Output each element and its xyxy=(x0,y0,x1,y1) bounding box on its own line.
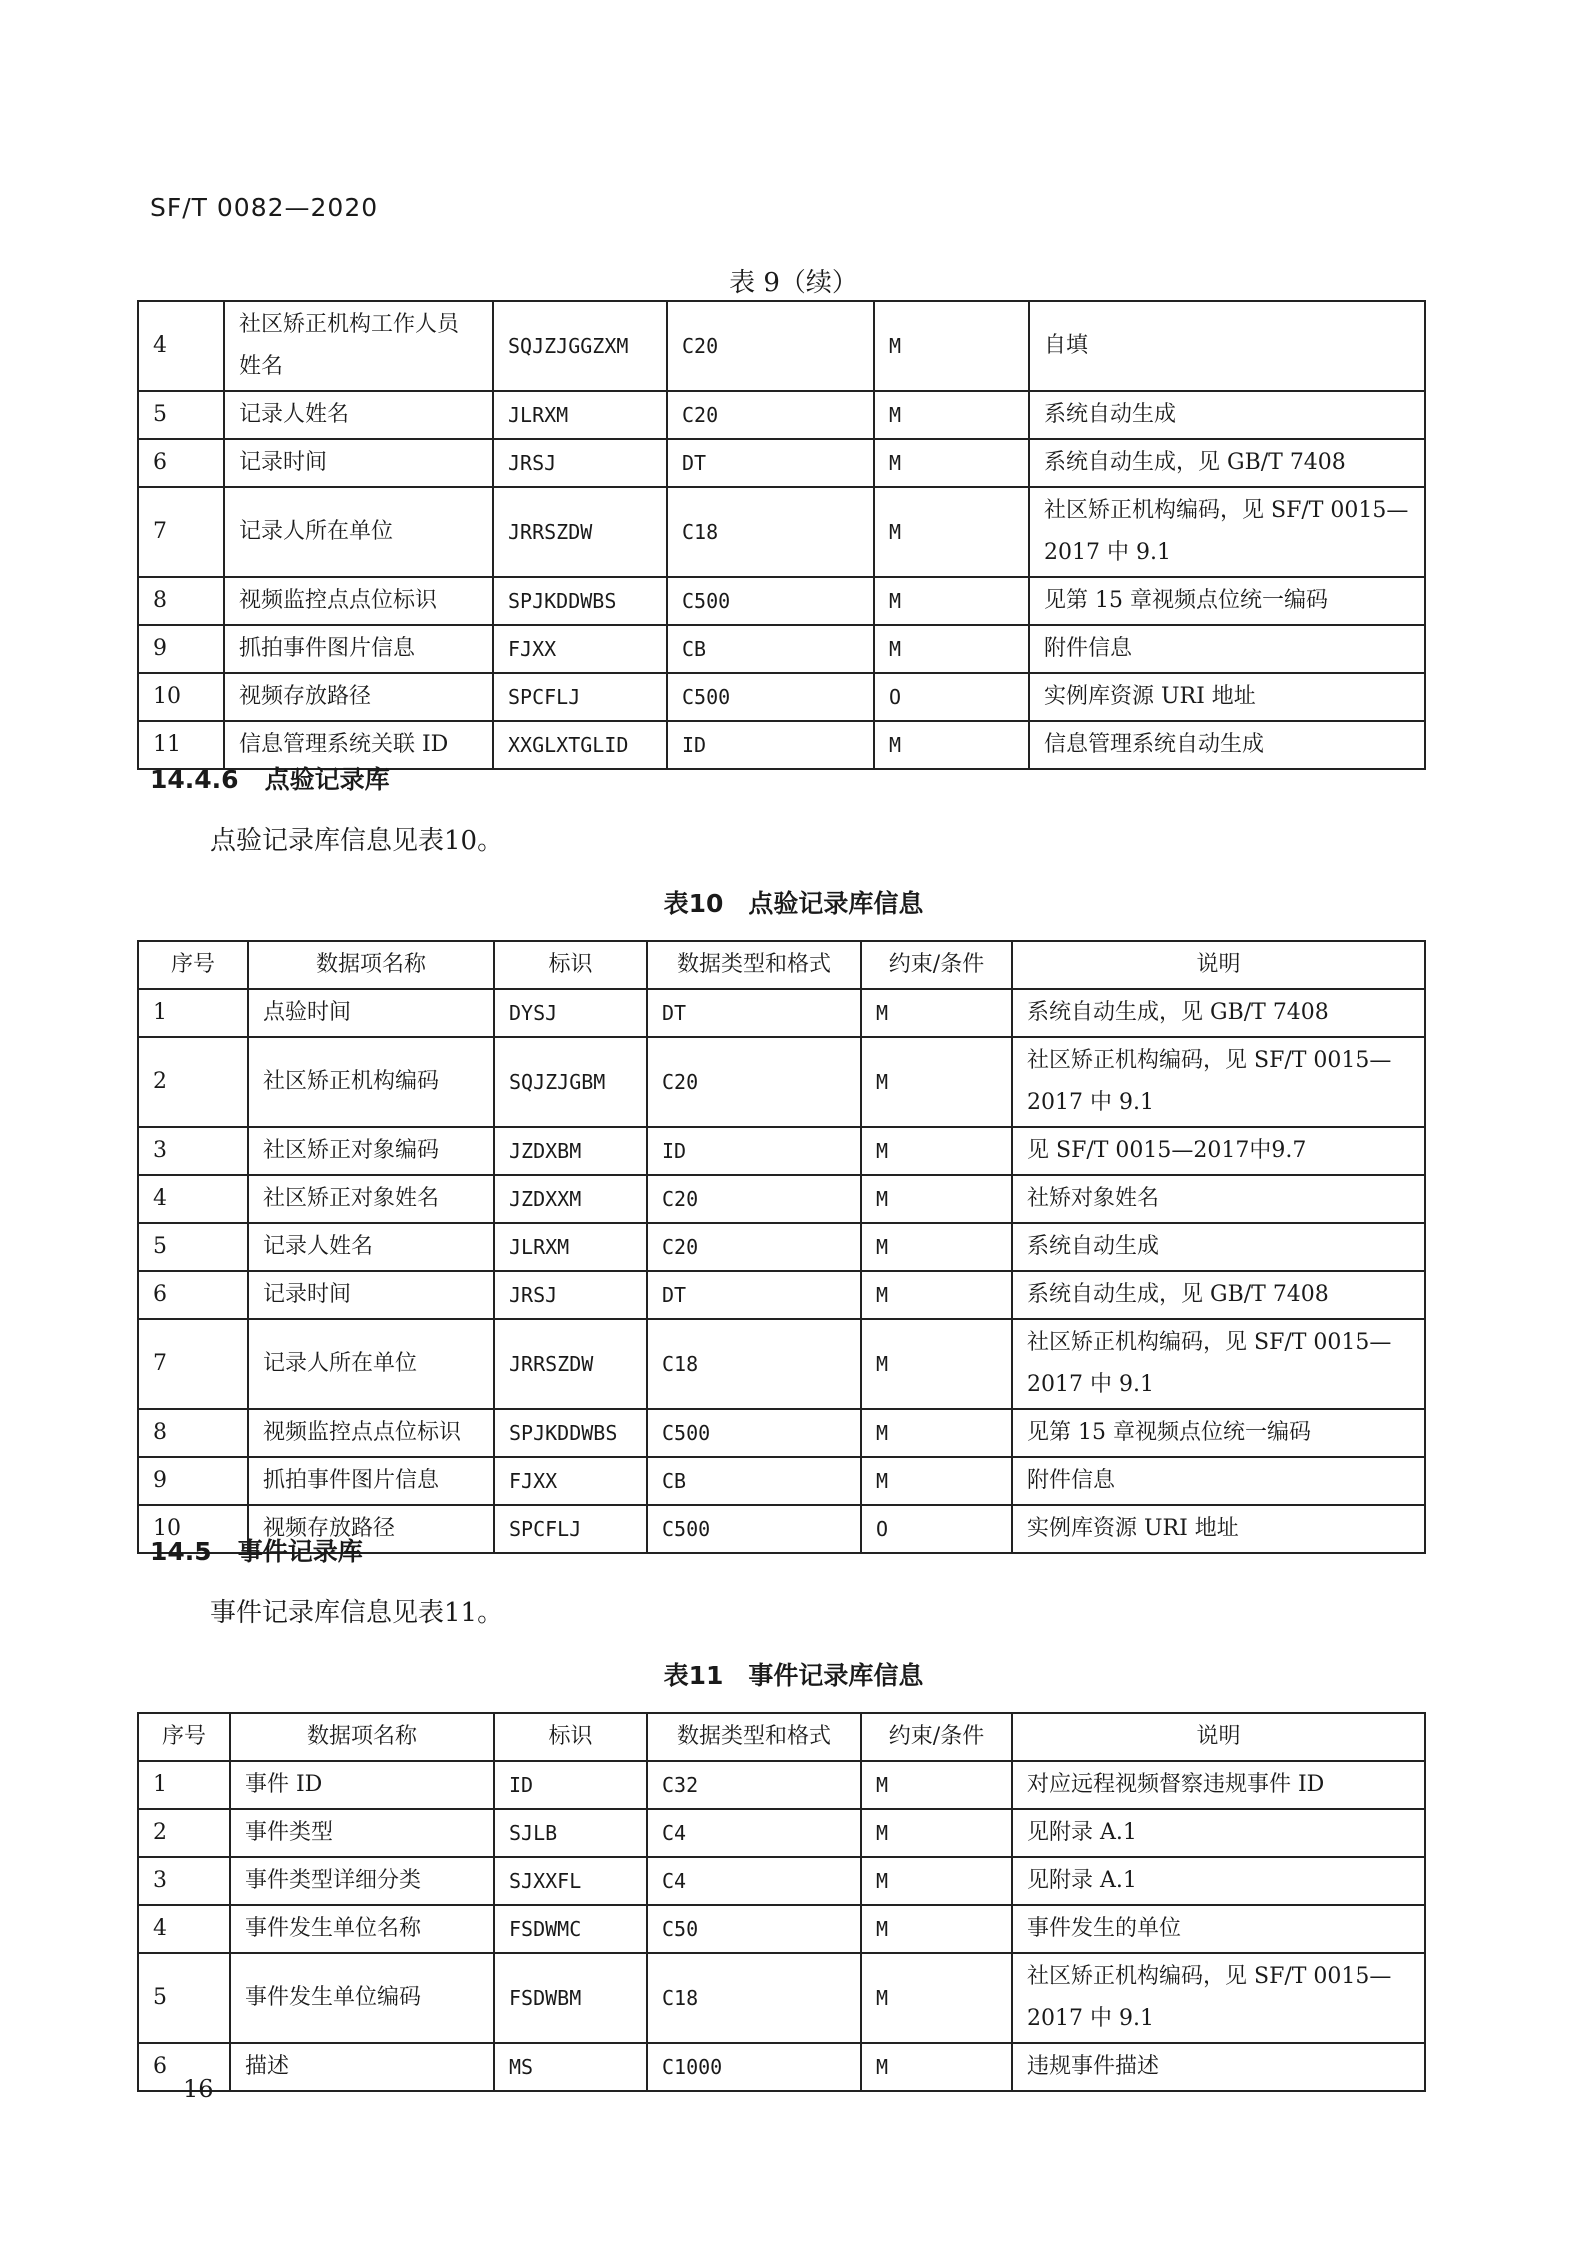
table-cell: C18 xyxy=(667,487,874,577)
table10 xyxy=(137,940,1426,1554)
table-cell: JZDXBM xyxy=(494,1127,647,1175)
column-header: 数据项名称 xyxy=(248,941,494,989)
column-header: 约束/条件 xyxy=(861,941,1012,989)
table-cell: M xyxy=(861,1175,1012,1223)
table-cell: M xyxy=(861,1319,1012,1409)
table-cell: 描述 xyxy=(230,2043,494,2091)
table-row xyxy=(138,1457,1425,1505)
table-cell: 对应远程视频督察违规事件 ID xyxy=(1012,1761,1425,1809)
table-cell: O xyxy=(861,1505,1012,1553)
table-cell: 社区矫正机构工作人员姓名 xyxy=(224,301,493,391)
column-header: 说明 xyxy=(1012,941,1425,989)
table-cell: 9 xyxy=(138,1457,248,1505)
table-cell: C18 xyxy=(647,1953,861,2043)
table-cell: M xyxy=(861,1761,1012,1809)
table-cell: SJXXFL xyxy=(494,1857,647,1905)
table-cell: 7 xyxy=(138,1319,248,1409)
table9-continued xyxy=(137,300,1426,770)
table-cell: 3 xyxy=(138,1127,248,1175)
table-cell: XXGLXTGLID xyxy=(493,721,667,769)
table-cell: SPCFLJ xyxy=(493,673,667,721)
table-cell: 点验时间 xyxy=(248,989,494,1037)
section-number: 14.5 xyxy=(150,1537,212,1566)
column-header: 序号 xyxy=(138,1713,230,1761)
table-cell: M xyxy=(861,1037,1012,1127)
table-cell: SQJZJGGZXM xyxy=(493,301,667,391)
table-cell: 8 xyxy=(138,1409,248,1457)
table10-caption: 表10 点验记录库信息 xyxy=(663,889,924,918)
table-cell: 视频存放路径 xyxy=(224,673,493,721)
table-cell: DT xyxy=(647,989,861,1037)
section-14-4-6-paragraph: 点验记录库信息见表10。 xyxy=(210,826,504,856)
table-cell: 1 xyxy=(138,989,248,1037)
column-header: 数据项名称 xyxy=(230,1713,494,1761)
table-row xyxy=(138,1175,1425,1223)
table-cell: M xyxy=(861,1857,1012,1905)
table-cell: 附件信息 xyxy=(1012,1457,1425,1505)
table-cell: 信息管理系统自动生成 xyxy=(1029,721,1425,769)
table-row xyxy=(138,1127,1425,1175)
table-cell: C500 xyxy=(667,577,874,625)
section-title: 点验记录库 xyxy=(264,765,390,794)
table-header-row xyxy=(138,1713,1425,1761)
table-cell: ID xyxy=(647,1127,861,1175)
table-cell: SPJKDDWBS xyxy=(494,1409,647,1457)
table-cell: 10 xyxy=(138,1505,248,1553)
table-cell: 记录时间 xyxy=(248,1271,494,1319)
table-cell: M xyxy=(874,721,1029,769)
table-cell: 社区矫正对象姓名 xyxy=(248,1175,494,1223)
table-cell: 10 xyxy=(138,673,224,721)
table-cell: 社区矫正机构编码，见 SF/T 0015—2017 中 9.1 xyxy=(1012,1953,1425,2043)
column-header: 数据类型和格式 xyxy=(647,941,861,989)
table-cell: 系统自动生成，见 GB/T 7408 xyxy=(1012,1271,1425,1319)
table-row xyxy=(138,1905,1425,1953)
table-row xyxy=(138,625,1425,673)
table-cell: 见附录 A.1 xyxy=(1012,1857,1425,1905)
table-cell: 违规事件描述 xyxy=(1012,2043,1425,2091)
table-cell: 事件类型 xyxy=(230,1809,494,1857)
table-cell: 记录人所在单位 xyxy=(224,487,493,577)
table-cell: FJXX xyxy=(493,625,667,673)
table-row xyxy=(138,1761,1425,1809)
table-row xyxy=(138,673,1425,721)
table-cell: 记录人姓名 xyxy=(248,1223,494,1271)
table-cell: C18 xyxy=(647,1319,861,1409)
table-cell: 事件发生单位名称 xyxy=(230,1905,494,1953)
table-row xyxy=(138,1319,1425,1409)
table-cell: 视频存放路径 xyxy=(248,1505,494,1553)
table-cell: 视频监控点点位标识 xyxy=(248,1409,494,1457)
table-cell: 记录人所在单位 xyxy=(248,1319,494,1409)
table-cell: M xyxy=(874,487,1029,577)
table-row xyxy=(138,1037,1425,1127)
table-row xyxy=(138,989,1425,1037)
table-cell: 抓拍事件图片信息 xyxy=(248,1457,494,1505)
table-cell: M xyxy=(861,1271,1012,1319)
table-cell: JLRXM xyxy=(494,1223,647,1271)
table-cell: M xyxy=(861,1223,1012,1271)
table-cell: M xyxy=(861,1905,1012,1953)
table-row xyxy=(138,577,1425,625)
table-cell: 事件类型详细分类 xyxy=(230,1857,494,1905)
table-cell: 6 xyxy=(138,1271,248,1319)
table-cell: M xyxy=(874,577,1029,625)
table-row xyxy=(138,1223,1425,1271)
table-cell: JRSJ xyxy=(493,439,667,487)
table-cell: DYSJ xyxy=(494,989,647,1037)
table-cell: M xyxy=(861,1953,1012,2043)
table-cell: 见第 15 章视频点位统一编码 xyxy=(1029,577,1425,625)
table-cell: 见第 15 章视频点位统一编码 xyxy=(1012,1409,1425,1457)
table-cell: M xyxy=(874,625,1029,673)
table9-caption: 表 9（续） xyxy=(729,268,858,298)
table-cell: 1 xyxy=(138,1761,230,1809)
table-cell: JRSJ xyxy=(494,1271,647,1319)
table-row xyxy=(138,439,1425,487)
table-cell: 自填 xyxy=(1029,301,1425,391)
table-cell: DT xyxy=(667,439,874,487)
section-number: 14.4.6 xyxy=(150,765,239,794)
table-cell: C1000 xyxy=(647,2043,861,2091)
table-cell: FSDWBM xyxy=(494,1953,647,2043)
table-row xyxy=(138,391,1425,439)
table-cell: M xyxy=(861,989,1012,1037)
table-cell: 4 xyxy=(138,301,224,391)
table-cell: 5 xyxy=(138,391,224,439)
table-cell: C20 xyxy=(647,1175,861,1223)
table-row xyxy=(138,487,1425,577)
table-cell: C500 xyxy=(647,1505,861,1553)
column-header: 标识 xyxy=(494,1713,647,1761)
table-cell: 系统自动生成 xyxy=(1029,391,1425,439)
table-cell: 11 xyxy=(138,721,224,769)
table-cell: SPCFLJ xyxy=(494,1505,647,1553)
standard-code: SF/T 0082—2020 xyxy=(150,193,379,222)
table-cell: 系统自动生成，见 GB/T 7408 xyxy=(1029,439,1425,487)
table-cell: 5 xyxy=(138,1223,248,1271)
table-cell: JRRSZDW xyxy=(493,487,667,577)
table-cell: 视频监控点点位标识 xyxy=(224,577,493,625)
table-cell: 3 xyxy=(138,1857,230,1905)
table-cell: M xyxy=(874,439,1029,487)
table-cell: C32 xyxy=(647,1761,861,1809)
column-header: 数据类型和格式 xyxy=(647,1713,861,1761)
table-cell: FJXX xyxy=(494,1457,647,1505)
column-header: 说明 xyxy=(1012,1713,1425,1761)
table-cell: 实例库资源 URI 地址 xyxy=(1012,1505,1425,1553)
table-row xyxy=(138,1409,1425,1457)
table-cell: 系统自动生成，见 GB/T 7408 xyxy=(1012,989,1425,1037)
table-cell: M xyxy=(861,1127,1012,1175)
table-cell: 记录时间 xyxy=(224,439,493,487)
table-cell: DT xyxy=(647,1271,861,1319)
table-cell: 见 SF/T 0015—2017中9.7 xyxy=(1012,1127,1425,1175)
table-cell: 7 xyxy=(138,487,224,577)
table-cell: C4 xyxy=(647,1857,861,1905)
section-title: 事件记录库 xyxy=(237,1537,363,1566)
table-cell: 4 xyxy=(138,1175,248,1223)
table-row xyxy=(138,2043,1425,2091)
table-cell: 5 xyxy=(138,1953,230,2043)
table-cell: CB xyxy=(667,625,874,673)
table-cell: M xyxy=(874,301,1029,391)
table-cell: C20 xyxy=(667,301,874,391)
table-cell: C500 xyxy=(667,673,874,721)
table-cell: O xyxy=(874,673,1029,721)
table-row xyxy=(138,1857,1425,1905)
section-14-4-6-heading xyxy=(150,760,390,796)
table-cell: 9 xyxy=(138,625,224,673)
section-14-5-paragraph: 事件记录库信息见表11。 xyxy=(210,1598,504,1628)
table-cell: 实例库资源 URI 地址 xyxy=(1029,673,1425,721)
table-cell: 社区矫正机构编码 xyxy=(248,1037,494,1127)
table-cell: 见附录 A.1 xyxy=(1012,1809,1425,1857)
table-cell: SQJZJGBM xyxy=(494,1037,647,1127)
table-cell: ID xyxy=(494,1761,647,1809)
table-cell: M xyxy=(861,1457,1012,1505)
table-cell: JLRXM xyxy=(493,391,667,439)
table-cell: M xyxy=(874,391,1029,439)
table-cell: 系统自动生成 xyxy=(1012,1223,1425,1271)
table-cell: 2 xyxy=(138,1809,230,1857)
table-cell: ID xyxy=(667,721,874,769)
table-header-row xyxy=(138,941,1425,989)
table-cell: 社矫对象姓名 xyxy=(1012,1175,1425,1223)
table-cell: MS xyxy=(494,2043,647,2091)
table-cell: 6 xyxy=(138,2043,230,2091)
table-cell: SPJKDDWBS xyxy=(493,577,667,625)
table-cell: 8 xyxy=(138,577,224,625)
page-number: 16 xyxy=(183,2075,214,2103)
table-cell: M xyxy=(861,2043,1012,2091)
table-cell: C20 xyxy=(667,391,874,439)
table-cell: C4 xyxy=(647,1809,861,1857)
column-header: 标识 xyxy=(494,941,647,989)
table-cell: SJLB xyxy=(494,1809,647,1857)
table-cell: C50 xyxy=(647,1905,861,1953)
table-cell: 2 xyxy=(138,1037,248,1127)
table-cell: C20 xyxy=(647,1037,861,1127)
table-cell: C20 xyxy=(647,1223,861,1271)
column-header: 序号 xyxy=(138,941,248,989)
table-cell: C500 xyxy=(647,1409,861,1457)
table-cell: 社区矫正对象编码 xyxy=(248,1127,494,1175)
table-row xyxy=(138,1271,1425,1319)
table-cell: 事件 ID xyxy=(230,1761,494,1809)
table-cell: JRRSZDW xyxy=(494,1319,647,1409)
column-header: 约束/条件 xyxy=(861,1713,1012,1761)
table-cell: 6 xyxy=(138,439,224,487)
table11-caption: 表11 事件记录库信息 xyxy=(663,1661,924,1690)
table-cell: 社区矫正机构编码，见 SF/T 0015—2017 中 9.1 xyxy=(1029,487,1425,577)
table-cell: CB xyxy=(647,1457,861,1505)
table-cell: 抓拍事件图片信息 xyxy=(224,625,493,673)
table-cell: M xyxy=(861,1409,1012,1457)
table-cell: M xyxy=(861,1809,1012,1857)
table-cell: FSDWMC xyxy=(494,1905,647,1953)
table-cell: 社区矫正机构编码，见 SF/T 0015—2017 中 9.1 xyxy=(1012,1319,1425,1409)
table-cell: 信息管理系统关联 ID xyxy=(224,721,493,769)
table-cell: 事件发生单位编码 xyxy=(230,1953,494,2043)
table-cell: JZDXXM xyxy=(494,1175,647,1223)
table-row xyxy=(138,1953,1425,2043)
section-14-5-heading xyxy=(150,1532,363,1568)
table-cell: 记录人姓名 xyxy=(224,391,493,439)
table-cell: 附件信息 xyxy=(1029,625,1425,673)
table11 xyxy=(137,1712,1426,2092)
table-row xyxy=(138,301,1425,391)
table-cell: 4 xyxy=(138,1905,230,1953)
table-cell: 事件发生的单位 xyxy=(1012,1905,1425,1953)
table-row xyxy=(138,1809,1425,1857)
table-cell: 社区矫正机构编码，见 SF/T 0015—2017 中 9.1 xyxy=(1012,1037,1425,1127)
